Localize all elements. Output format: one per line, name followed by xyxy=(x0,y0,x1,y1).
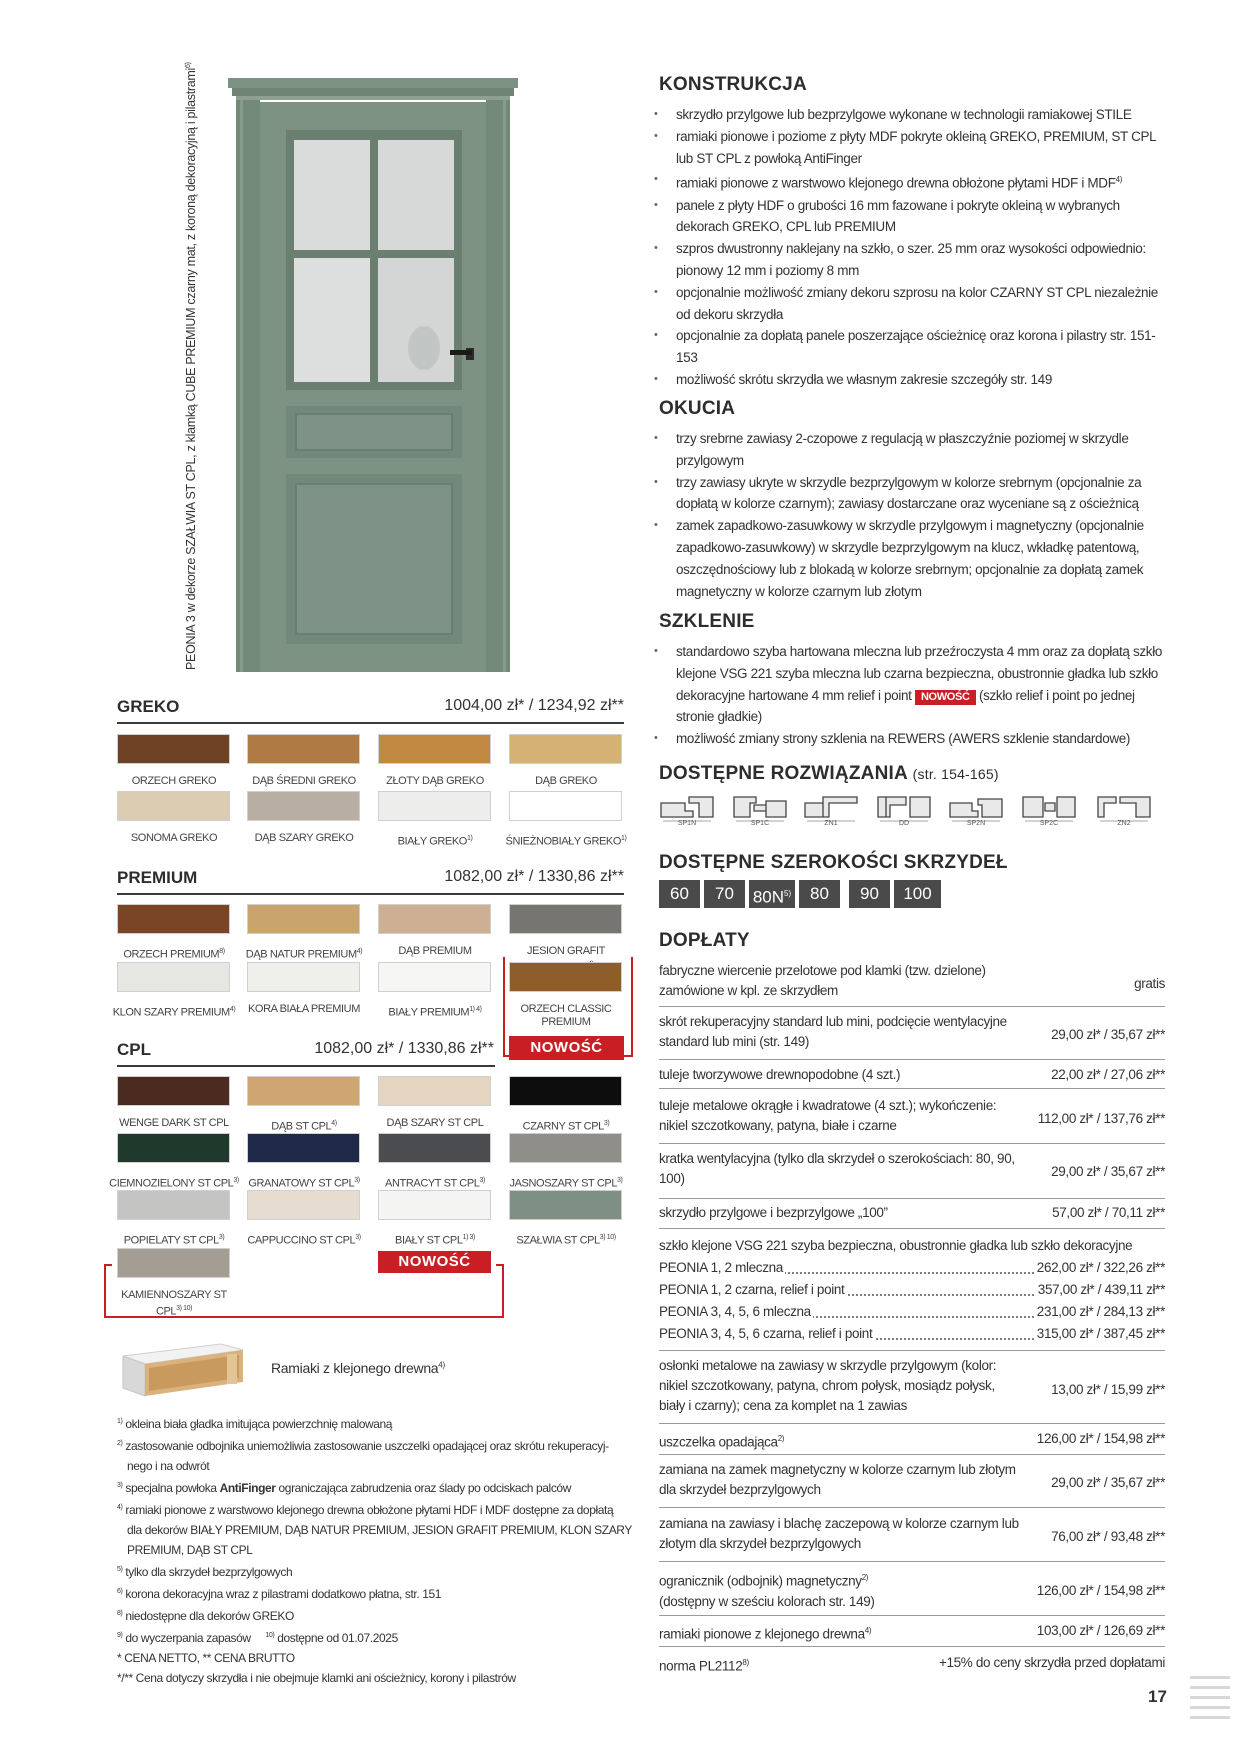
szklenie-item: • standardowo szyba hartowana mleczna lub przeźroczysta 4 mm oraz za dopłatą szkło klejone VSG 221 szyba mleczna lub czarna bezpieczna, obustronnie gładka lub szkło dekoracyjne hartowane 4 mm relief i point NOWOŚĆ (szkło relief i point po jednej stronie gładkie) xyxy=(652,641,1170,728)
swatch-greko xyxy=(117,734,230,764)
surcharge-price: 57,00 zł* / 70,11 zł** xyxy=(1052,1205,1165,1220)
glass-price-line: PEONIA 3, 4, 5, 6 czarna, relief i point 315,00 zł* / 387,45 zł** xyxy=(659,1324,1165,1344)
surcharge-row xyxy=(659,1514,1165,1562)
szklenie-new-badge: NOWOŚĆ xyxy=(915,690,976,705)
surcharge-price: 126,00 zł* / 154,98 zł** xyxy=(1036,1583,1165,1598)
footnote-8: $^{8)}$ niedostępne dla dekorów GREKO xyxy=(117,1609,294,1623)
surcharge-row xyxy=(659,1149,1165,1199)
surcharge-price: 13,00 zł* / 15,99 zł** xyxy=(1051,1382,1165,1397)
footnote-4: $^{4)}$ ramiaki pionowe z warstwowo klejonego drewna obłożone płytami HDF i MDF dostępne za dopłatą xyxy=(117,1503,614,1517)
greko-title: GREKO xyxy=(117,697,180,716)
width-option: $80N^{5)}$ xyxy=(749,880,795,908)
surcharge-price: 76,00 zł* / 93,48 zł** xyxy=(1051,1529,1165,1544)
surcharge-price: 112,00 zł* / 137,76 zł** xyxy=(1037,1111,1165,1126)
solution-label: SP2C xyxy=(1039,820,1059,827)
szklenie-list xyxy=(652,641,1170,750)
konstrukcja-item: • szpros dwustronny naklejany na szkło, o szer. 25 mm oraz wysokości odpowiednio: pionowy 12 mm i poziomy 8 mm xyxy=(652,238,1170,282)
swatch-label: ORZECH CLASSIC PREMIUM xyxy=(520,1003,612,1028)
szerokosci-title: DOSTĘPNE SZEROKOŚCI SKRZYDEŁ xyxy=(659,852,1008,873)
swatch-label: DĄB ST CPL$^{4)}$ xyxy=(271,1120,337,1133)
swatch-cpl xyxy=(378,1190,491,1220)
premium-title: PREMIUM xyxy=(117,868,198,887)
swatch-premium xyxy=(117,962,230,992)
swatch-cpl xyxy=(509,1133,622,1163)
swatch-label: ORZECH PREMIUM$^{8)}$ xyxy=(123,948,225,961)
solution-label: ZN1 xyxy=(824,820,838,827)
konstrukcja-item: • ramiaki pionowe z warstwowo klejonego drewna obłożone płytami HDF i MDF$^{4)}$ xyxy=(652,169,1170,194)
swatch-cpl xyxy=(509,1190,622,1220)
swatch-greko xyxy=(247,734,360,764)
okucia-item: • trzy srebrne zawiasy 2-czopowe z regulacją w płaszczyźnie poziomej w skrzydle przylgowym xyxy=(652,428,1170,472)
surcharge-price: 22,00 zł* / 27,06 zł** xyxy=(1051,1067,1165,1082)
okucia-title: OKUCIA xyxy=(659,398,736,419)
swatch-premium xyxy=(378,962,491,992)
door-caption: PEONIA 3 w dekorze SZAŁWIA ST CPL, z klamką CUBE PREMIUM czarny mat, z koroną dekoracyjną i pilastrami$^{6)}$ xyxy=(184,62,198,670)
footnote-price-scope: */** Cena dotyczy skrzydła i nie obejmuje klamki ani ościeżnicy, korony i pilastrów xyxy=(117,1671,516,1685)
solution-label: DD xyxy=(898,820,910,827)
surcharge-label: zamiana na zawiasy i blachę zaczepową w kolorze czarnym lub złotym dla skrzydeł bezprzylgowych xyxy=(659,1516,1019,1551)
swatch-cpl xyxy=(117,1190,230,1220)
cpl-frame-tick-left xyxy=(104,1264,112,1266)
swatch-label: KLON SZARY PREMIUM$^{4)}$ xyxy=(112,1006,236,1019)
swatch-cpl xyxy=(247,1076,360,1106)
szklenie-title: SZKLENIE xyxy=(659,611,755,632)
swatch-greko xyxy=(378,791,491,821)
surcharge-row xyxy=(659,1096,1165,1144)
swatch-label: ZŁOTY DĄB GREKO xyxy=(386,775,484,787)
swatch-label: DĄB SZARY GREKO xyxy=(254,832,354,844)
surcharge-label: uszczelka opadająca$^{2)}$ xyxy=(659,1434,785,1450)
swatch-cpl xyxy=(378,1076,491,1106)
solution-label: SP2N xyxy=(966,820,986,827)
swatch-label: JASNOSZARY ST CPL$^{3)}$ xyxy=(509,1177,623,1190)
glass-price-line: PEONIA 3, 4, 5, 6 mleczna 231,00 zł* / 284,13 zł** xyxy=(659,1302,1165,1322)
swatch-premium xyxy=(378,904,491,934)
swatch-label: ORZECH GREKO xyxy=(131,775,217,787)
surcharge-label: fabryczne wiercenie przelotowe pod klamki (tzw. dzielone) zamówione w kpl. ze skrzydłem xyxy=(659,963,986,998)
footnotes xyxy=(117,1412,637,1688)
surcharge-label: tuleje tworzywowe drewnopodobne (4 szt.) xyxy=(659,1067,901,1082)
deco-line xyxy=(1190,1706,1230,1709)
surcharge-price: gratis xyxy=(1134,976,1165,991)
swatch-premium xyxy=(247,962,360,992)
page-number: 17 xyxy=(1148,1687,1167,1706)
szklenie-item: • możliwość zmiany strony szklenia na REWERS (AWERS szklenie standardowe) xyxy=(652,728,1170,750)
footnote-2-cont: nego i na odwrót xyxy=(127,1459,210,1473)
cpl-price: 1082,00 zł* / 1330,86 zł** xyxy=(314,1040,494,1057)
greko-rule xyxy=(117,722,624,724)
premium-rule xyxy=(117,893,624,895)
swatch-label: JESION GRAFIT xyxy=(527,945,605,957)
width-option: 70 xyxy=(704,880,745,908)
wood-frame-icon xyxy=(117,1340,247,1400)
premium-price: 1082,00 zł* / 1330,86 zł** xyxy=(444,868,624,885)
surcharge-label: skrzydło przylgowe i bezprzylgowe „100” xyxy=(659,1205,888,1220)
okucia-list xyxy=(652,428,1170,602)
swatch-label: BIAŁY $PREMIUM^{1) 4)}$ xyxy=(388,1006,482,1019)
deco-line xyxy=(1190,1716,1230,1719)
konstrukcja-item: • możliwość skrótu skrzydła we własnym zakresie szczegóły str. 149 xyxy=(652,369,1170,391)
swatch-label: CZARNY ST CPL$^{3)}$ xyxy=(522,1120,610,1133)
footnote-1: $^{1)}$ okleina biała gładka imitująca powierzchnię malowaną xyxy=(117,1417,393,1431)
surcharge-label: tuleje metalowe okrągłe i kwadratowe (4 szt.); wykończenie: nikiel szczotkowany, patyna, białe i czarne xyxy=(659,1098,997,1133)
footnote-4-cont1: dla dekorów BIAŁY PREMIUM, DĄB NATUR PREMIUM, JESION GRAFIT PREMIUM, KLON SZARY xyxy=(127,1523,632,1537)
swatch-label: CIEMNOZIELONY ST CPL$^{3)}$ xyxy=(109,1177,239,1190)
swatch-cpl xyxy=(509,1076,622,1106)
surcharge-row xyxy=(659,1203,1165,1229)
swatch-cpl xyxy=(117,1133,230,1163)
surcharge-label: norma PL2112$^{8)}$ xyxy=(659,1658,749,1674)
footnote-3: $^{3)}$ specjalna powłoka AntiFinger ograniczająca zabrudzenia oraz ślady po odciskach palców xyxy=(117,1481,571,1495)
swatch-greko xyxy=(378,734,491,764)
konstrukcja-list xyxy=(652,104,1170,391)
surcharge-row xyxy=(659,961,1165,1007)
konstrukcja-item: • skrzydło przylgowe lub bezprzylgowe wykonane w technologii ramiakowej STILE xyxy=(652,104,1170,126)
okucia-item: • zamek zapadkowo-zasuwkowy w skrzydle przylgowym i magnetyczny (opcjonalnie zapadkowo-zasuwkowy) w skrzydle bezprzylgowym na klucz, wkładkę patentową, oszczędnościowy lub z blokadą w kolorze srebrnym; opcjonalnie za dopłatą zamek magnetyczny w kolorze czarnym lub złotym xyxy=(652,515,1170,602)
deco-line xyxy=(1190,1696,1230,1699)
surcharge-row xyxy=(659,1012,1165,1060)
surcharge-row xyxy=(659,1621,1165,1647)
width-option: 90 xyxy=(849,880,890,908)
swatch-premium xyxy=(247,904,360,934)
swatch-label: ŚNIEŻNOBIAŁY GREKO$^{1)}$ xyxy=(505,835,627,848)
swatch-cpl xyxy=(117,1076,230,1106)
footnote-4-cont2: PREMIUM, DĄB ST CPL xyxy=(127,1543,253,1557)
width-option: 100 xyxy=(894,880,941,908)
konstrukcja-title: KONSTRUKCJA xyxy=(659,74,807,95)
swatch-label: BIAŁY ST $CPL^{1) 3)}$ xyxy=(395,1234,475,1247)
konstrukcja-item: • opcjonalnie możliwość zmiany dekoru szprosu na kolor CZARNY ST CPL niezależnie od dekoru skrzydła xyxy=(652,282,1170,326)
solution-label: SP1N xyxy=(677,820,697,827)
surcharge-row xyxy=(659,1236,1165,1351)
surcharge-label: ramiaki pionowe z klejonego drewna$^{4)}$ xyxy=(659,1626,872,1642)
swatch-label: SZAŁWIA ST $CPL^{3) 10)}$ xyxy=(516,1234,616,1247)
surcharge-label: kratka wentylacyjna (tylko dla skrzydeł o szerokościach: 80, 90, 100) xyxy=(659,1151,1015,1186)
surcharge-row xyxy=(659,1429,1165,1455)
surcharge-row xyxy=(659,1460,1165,1508)
swatch-label: DĄB SZARY ST CPL xyxy=(386,1117,484,1129)
surcharge-label: szkło klejone VSG 221 szyba bezpieczna, obustronnie gładka lub szkło dekoracyjne xyxy=(659,1238,1133,1253)
cpl-title: CPL xyxy=(117,1040,151,1059)
swatch-premium xyxy=(117,904,230,934)
swatch-premium xyxy=(509,904,622,934)
premium-new-badge: NOWOŚĆ xyxy=(509,1036,624,1060)
surcharge-row xyxy=(659,1065,1165,1089)
surcharge-price: +15% do ceny skrzydła przed dopłatami xyxy=(938,1655,1165,1670)
swatch-greko xyxy=(509,791,622,821)
konstrukcja-item: • ramiaki pionowe i poziome z płyty MDF pokryte okleiną GREKO, PREMIUM, ST CPL lub ST CPL z powłoką AntiFinger xyxy=(652,126,1170,170)
doplaty-title: DOPŁATY xyxy=(659,930,750,951)
swatch-greko xyxy=(509,734,622,764)
swatch-label: DĄB ŚREDNI GREKO xyxy=(252,775,356,787)
footnote-prices: * CENA NETTO, ** CENA BRUTTO xyxy=(117,1651,295,1665)
cpl-rule xyxy=(117,1065,495,1067)
surcharge-label: ogranicznik (odbojnik) magnetyczny$^{2)}$ (dostępny w sześciu kolorach str. 149) xyxy=(659,1573,875,1609)
swatch-cpl xyxy=(378,1133,491,1163)
surcharge-price: 29,00 zł* / 35,67 zł** xyxy=(1051,1027,1165,1042)
surcharge-row xyxy=(659,1356,1165,1424)
cpl-frame-tick-right xyxy=(496,1264,504,1266)
door-photo xyxy=(228,78,518,672)
footnote-2: $^{2)}$ zastosowanie odbojnika uniemożliwia zastosowanie uszczelki opadającej oraz skrótu rekuperacyj- xyxy=(117,1439,609,1453)
surcharge-label: skrót rekuperacyjny standard lub mini, podcięcie wentylacyjne standard lub mini (str. 149) xyxy=(659,1014,1007,1049)
swatch-label: BIAŁY GREKO$^{1)}$ xyxy=(397,835,473,848)
solution-label: ZN2 xyxy=(1117,820,1131,827)
cpl-new-badge: NOWOŚĆ xyxy=(378,1251,491,1273)
deco-line xyxy=(1190,1686,1230,1689)
swatch-label: DĄB GREKO xyxy=(535,775,597,787)
okucia-item: • trzy zawiasy ukryte w skrzydle bezprzylgowym w kolorze srebrnym (opcjonalnie za dopłatą w kolorze czarnym); zawiasy dostarczane oraz wyceniane są z ościeżnicą xyxy=(652,472,1170,516)
footnote-5: $^{5)}$ tylko dla skrzydeł bezprzylgowych xyxy=(117,1565,293,1579)
swatch-label: SONOMA GREKO xyxy=(130,832,218,844)
greko-price: 1004,00 zł* / 1234,92 zł** xyxy=(444,697,624,714)
swatch-label: DĄB NATUR PREMIUM$^{4)}$ xyxy=(245,948,363,961)
swatch-greko xyxy=(117,791,230,821)
footnote-9-10: $^{9)}$ do wyczerpania zapasów $^{10)}$ dostępne od 01.07.2025 xyxy=(117,1631,398,1645)
swatch-label: KAMIENNOSZARY ST $CPL^{3) 10)}$ xyxy=(121,1289,227,1318)
swatch-label: POPIELATY ST CPL$^{3)}$ xyxy=(123,1234,225,1247)
konstrukcja-item: • panele z płyty HDF o grubości 16 mm fazowane i pokryte okleiną w wybranych dekorach GREKO, CPL lub PREMIUM xyxy=(652,195,1170,239)
frame-note: Ramiaki z klejonego drewna$^{4)}$ xyxy=(271,1360,445,1376)
width-option: 60 xyxy=(659,880,700,908)
surcharge-label: osłonki metalowe na zawiasy w skrzydle przylgowym (kolor: nikiel szczotkowany, patyna, chrom połysk, mosiądz połysk, biały i czarny); cena za komplet na 1 zawias xyxy=(659,1358,997,1413)
swatch-cpl xyxy=(247,1133,360,1163)
surcharge-price: 103,00 zł* / 126,69 zł** xyxy=(1036,1623,1165,1638)
swatch-greko xyxy=(247,791,360,821)
glass-price-line: PEONIA 1, 2 czarna, relief i point 357,00 zł* / 439,11 zł** xyxy=(659,1280,1165,1300)
surcharge-row xyxy=(659,1653,1165,1677)
swatch-label: GRANATOWY ST CPL$^{3)}$ xyxy=(248,1177,360,1190)
deco-line xyxy=(1190,1676,1230,1679)
surcharge-price: 126,00 zł* / 154,98 zł** xyxy=(1036,1431,1165,1446)
swatch-label: ANTRACYT ST CPL$^{3)}$ xyxy=(385,1177,485,1190)
swatch-label: CAPPUCCINO ST CPL$^{3)}$ xyxy=(247,1234,361,1247)
width-option: 80 xyxy=(799,880,840,908)
swatch-label: WENGE DARK ST CPL xyxy=(119,1117,229,1129)
glass-price-line: PEONIA 1, 2 mleczna 262,00 zł* / 322,26 zł** xyxy=(659,1258,1165,1278)
solution-label: SP1C xyxy=(750,820,770,827)
swatch-cpl xyxy=(247,1190,360,1220)
surcharge-label: zamiana na zamek magnetyczny w kolorze czarnym lub złotym dla skrzydeł bezprzylgowych xyxy=(659,1462,1016,1497)
swatch-label: KORA BIAŁA PREMIUM xyxy=(247,1003,360,1015)
surcharge-price: 29,00 zł* / 35,67 zł** xyxy=(1051,1475,1165,1490)
swatch-label: DĄB PREMIUM xyxy=(398,945,472,957)
surcharge-row xyxy=(659,1568,1165,1616)
rozwiazania-title: DOSTĘPNE ROZWIĄZANIA (str. 154-165) xyxy=(659,763,999,784)
surcharge-price: 29,00 zł* / 35,67 zł** xyxy=(1051,1164,1165,1179)
footnote-6: $^{6)}$ korona dekoracyjna wraz z pilastrami dodatkowo płatna, str. 151 xyxy=(117,1587,442,1601)
konstrukcja-item: • opcjonalnie za dopłatą panele poszerzające ościeżnicę oraz korona i pilastry str. 151-153 xyxy=(652,325,1170,369)
